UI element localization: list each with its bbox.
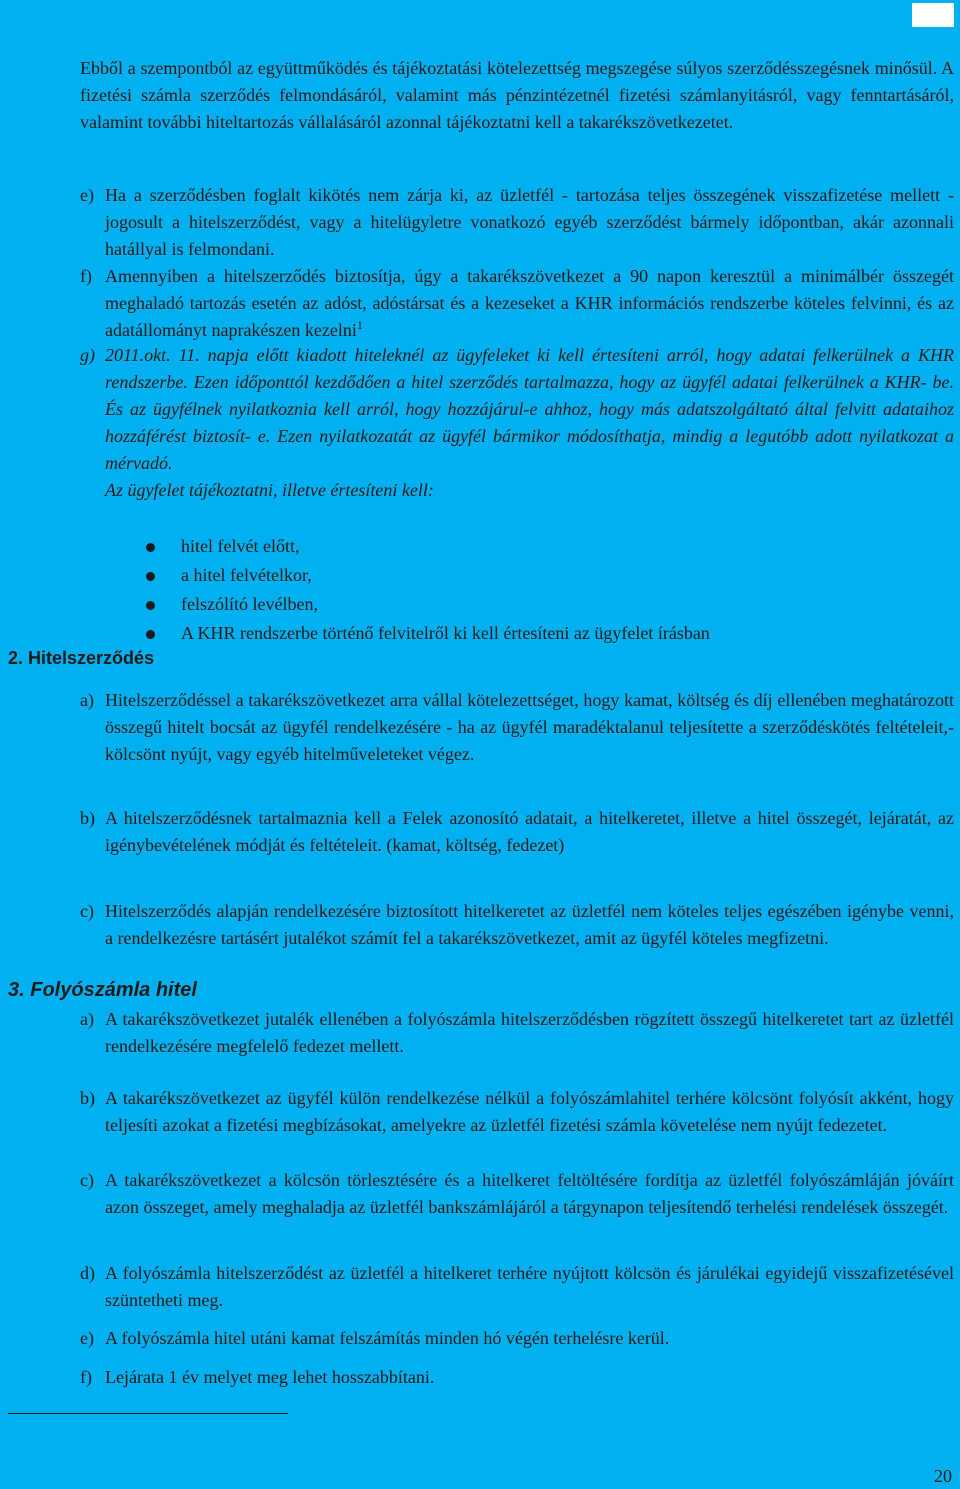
item-text: Ha a szerződésben foglalt kikötés nem zárja ki, az üzletfél - tartozása teljes összegének visszafizetése mellett - jogosult a hitelszerződést, vagy a hitelügyletre vonatkozó egyéb szerződést bármely időpontban, akár azonnali hatállyal is felmondani. [105,185,954,259]
item-text: Amennyiben a hitelszerződés biztosítja, úgy a takarékszövetkezet a 90 napon keresztül a minimálbér összegét meghaladó tartozás esetén az adóst, adóstársat és a kezeseket a KHR információs rendszerbe köteles felvinni, és az adatállományt naprakészen kezelni [105,266,954,340]
item-text: A folyószámla hitelszerződést az üzletfél a hitelkeret terhére nyújtott kölcsön és járulékai egyidejű visszafizetésével szüntetheti meg. [105,1263,954,1310]
item-text: 2011.okt. 11. napja előtt kiadott hiteleknél az ügyfeleket ki kell értesíteni arról, hogy adatai felkerülnek a KHR rendszerbe. Ezen időponttól kezdődően a hitel szerződés tartalmazza, hogy az ügyfél adatai felkerülnek a KHR- be. És az ügyfélnek nyilatkoznia kell arról, hogy hozzájárul-e ahhoz, hogy más adatszolgáltató által felvitt adataihoz hozzáférést biztosít- e. Ezen nyilatkozatát az ügyfél bármikor módosíthatja, mindig a legutóbb adott nyilatkozat a mérvadó. [105,345,954,473]
section3-item-d [80,1260,954,1314]
item-text: A folyószámla hitel utáni kamat felszámítás minden hó végén terhelésre kerül. [105,1328,670,1348]
bullet-icon [146,572,155,581]
item-subtext: Az ügyfelet tájékoztatni, illetve értesíteni kell: [105,480,434,500]
item-text-wrap [105,263,954,344]
section2-item-c [80,898,954,952]
list-item-g [80,342,954,504]
bullet-item: a hitel felvételkor, [146,562,946,591]
item-text: Hitelszerződés alapján rendelkezésére biztosított hitelkeretet az üzletfél nem köteles teljes egészében igénybe venni, a rendelkezésre tartásért jutalékot számít fel a takarékszövetkezet, amit az ügyfél köteles megfizetni. [105,901,954,948]
item-text: Hitelszerződéssel a takarékszövetkezet arra vállal kötelezettséget, hogy kamat, költség és díj ellenében meghatározott összegű hitelt bocsát az ügyfél rendelkezésére - ha az ügyfél maradéktalanul teljesítette a szerződéskötés feltételeit,- kölcsönt nyújt, vagy egyéb hitelműveleteket végez. [105,690,954,764]
bullet-icon [146,601,155,610]
item-text: A takarékszövetkezet az ügyfél külön rendelkezése nélkül a folyószámlahitel terhére kölcsönt folyósít akként, hogy teljesíti azokat a fizetési megbízásokat, amelyekre az üzletfél fizetési számla követelése nem nyújt fedezetet. [105,1088,954,1135]
bullet-icon [146,543,155,552]
item-text: A takarékszövetkezet jutalék ellenében a folyószámla hitelszerződésben rögzített összegű hitelkeretet tart az üzletfél rendelkezésére megfelelő fedezet mellett. [105,1009,954,1056]
item-marker: d) [80,1263,95,1283]
item-text: A hitelszerződésnek tartalmaznia kell a Felek azonosító adatait, a hitelkeretet, illetve a hitel összegét, lejáratát, az igénybevételének módját és feltételeit. (kamat, költség, fedezet) [105,808,954,855]
item-marker: f) [80,266,92,286]
page-number: 20 [934,1466,952,1486]
list-item-e [80,182,954,263]
bullet-icon [146,630,155,639]
item-marker: a) [80,1009,94,1029]
item-marker: b) [80,808,95,828]
item-marker: e) [80,185,94,205]
item-marker: c) [80,1170,94,1190]
corner-box [912,3,954,27]
item-marker: g) [80,345,95,365]
intro-paragraph: Ebből a szempontból az együttműködés és tájékoztatási kötelezettség megszegése súlyos szerződésszegésnek minősül. A fizetési számla szerződés felmondásáról, valamint más pénzintézetnél fizetési számlanyitásról, vagy fenntartásáról, valamint további hiteltartozás vállalásáról azonnal tájékoztatni kell a takarékszövetkezetet. [80,58,954,132]
section3-item-c [80,1167,954,1221]
section3-item-b [80,1085,954,1139]
bullet-item: A KHR rendszerbe történő felvitelről ki kell értesíteni az ügyfelet írásban [146,620,946,649]
section3-item-f [80,1364,954,1391]
footnote-separator [8,1413,288,1414]
list-item-f [80,263,954,344]
section3-item-e [80,1325,954,1352]
section3-item-a [80,1006,954,1060]
item-marker: c) [80,901,94,921]
item-marker: e) [80,1328,94,1348]
bullet-item: hitel felvét előtt, [146,533,946,562]
section-2-heading: 2. Hitelszerződés [8,648,155,668]
section2-item-b [80,805,954,859]
section-3-heading: 3. Folyószámla hitel [8,979,197,1001]
bullet-list [146,533,946,649]
item-marker: b) [80,1088,95,1108]
item-text: Lejárata 1 év melyet meg lehet hosszabbítani. [105,1367,435,1387]
item-marker: f) [80,1367,92,1387]
item-marker: a) [80,690,94,710]
bullet-item: felszólító levélben, [146,591,946,620]
footnote-ref[interactable]: 1 [356,318,363,332]
section2-item-a [80,687,954,768]
item-text: A takarékszövetkezet a kölcsön törlesztésére és a hitelkeret feltöltésére fordítja az üzletfél folyószámláján jóváírt azon összeget, amely meghaladja az üzletfél bankszámlájáról a tárgynapon teljesítendő terhelési rendelések összegét. [105,1170,954,1217]
